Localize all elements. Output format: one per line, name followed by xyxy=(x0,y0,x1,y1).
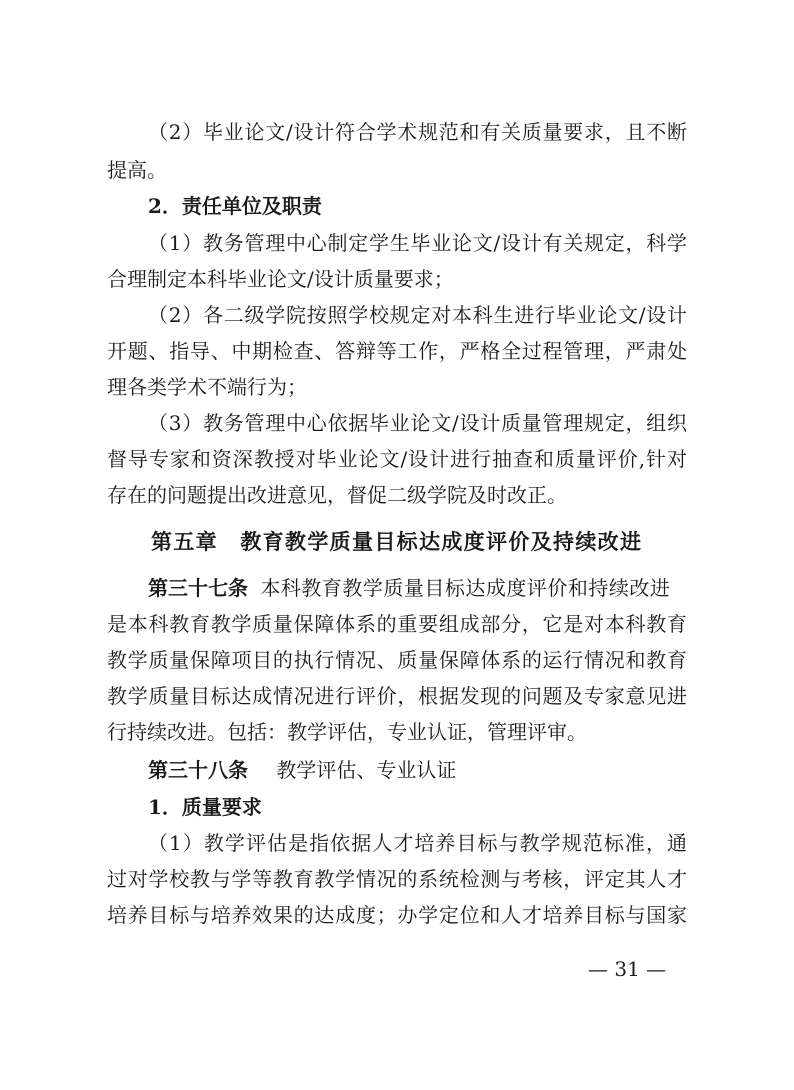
article-line xyxy=(148,575,687,601)
paragraph-line: （3）教务管理中心依据毕业论文/设计质量管理规定，组织 xyxy=(148,411,687,435)
page-number: — 31 — xyxy=(588,957,667,981)
paragraph-line: 合理制定本科毕业论文/设计质量要求； xyxy=(107,267,454,291)
paragraph-line: 存在的问题提出改进意见，督促二级学院及时改正。 xyxy=(107,483,567,507)
paragraph-line: 是本科教育教学质量保障体系的重要组成部分，它是对本科教育 xyxy=(107,612,687,636)
paragraph-line: 培养目标与培养效果的达成度；办学定位和人才培养目标与国家 xyxy=(107,903,687,927)
chapter-heading: 第五章 教育教学质量目标达成度评价及持续改进 xyxy=(151,530,641,554)
article-number: 第三十八条 xyxy=(148,758,248,782)
paragraph-line: （2）各二级学院按照学校规定对本科生进行毕业论文/设计 xyxy=(148,303,687,327)
paragraph-line: 开题、指导、中期检查、答辩等工作，严格全过程管理，严肃处 xyxy=(107,339,687,363)
paragraph-line: （1）教学评估是指依据人才培养目标与教学规范标准，通 xyxy=(148,831,687,855)
paragraph-line: 教学质量保障项目的执行情况、质量保障体系的运行情况和教育 xyxy=(107,648,687,672)
paragraph-line: 行持续改进。包括：教学评估，专业认证，管理评审。 xyxy=(107,720,587,744)
article-line xyxy=(148,757,456,783)
paragraph-line: （2）毕业论文/设计符合学术规范和有关质量要求，且不断 xyxy=(148,120,687,144)
paragraph-line: 督导专家和资深教授对毕业论文/设计进行抽查和质量评价,针对 xyxy=(107,447,687,471)
paragraph-line: 过对学校教与学等教育教学情况的系统检测与考核，评定其人才 xyxy=(107,867,687,891)
section-heading: 1．质量要求 xyxy=(148,795,262,819)
article-text: 本科教育教学质量目标达成度评价和持续改进 xyxy=(260,576,671,600)
paragraph-line: 教学质量目标达成情况进行评价，根据发现的问题及专家意见进 xyxy=(107,684,687,708)
paragraph-line: （1）教务管理中心制定学生毕业论文/设计有关规定，科学 xyxy=(148,231,687,255)
article-number: 第三十七条 xyxy=(148,576,248,600)
paragraph-line: 理各类学术不端行为； xyxy=(107,375,307,399)
paragraph-line: 提高。 xyxy=(107,158,167,182)
section-heading: 2．责任单位及职责 xyxy=(148,194,322,218)
article-text: 教学评估、专业认证 xyxy=(276,758,457,782)
